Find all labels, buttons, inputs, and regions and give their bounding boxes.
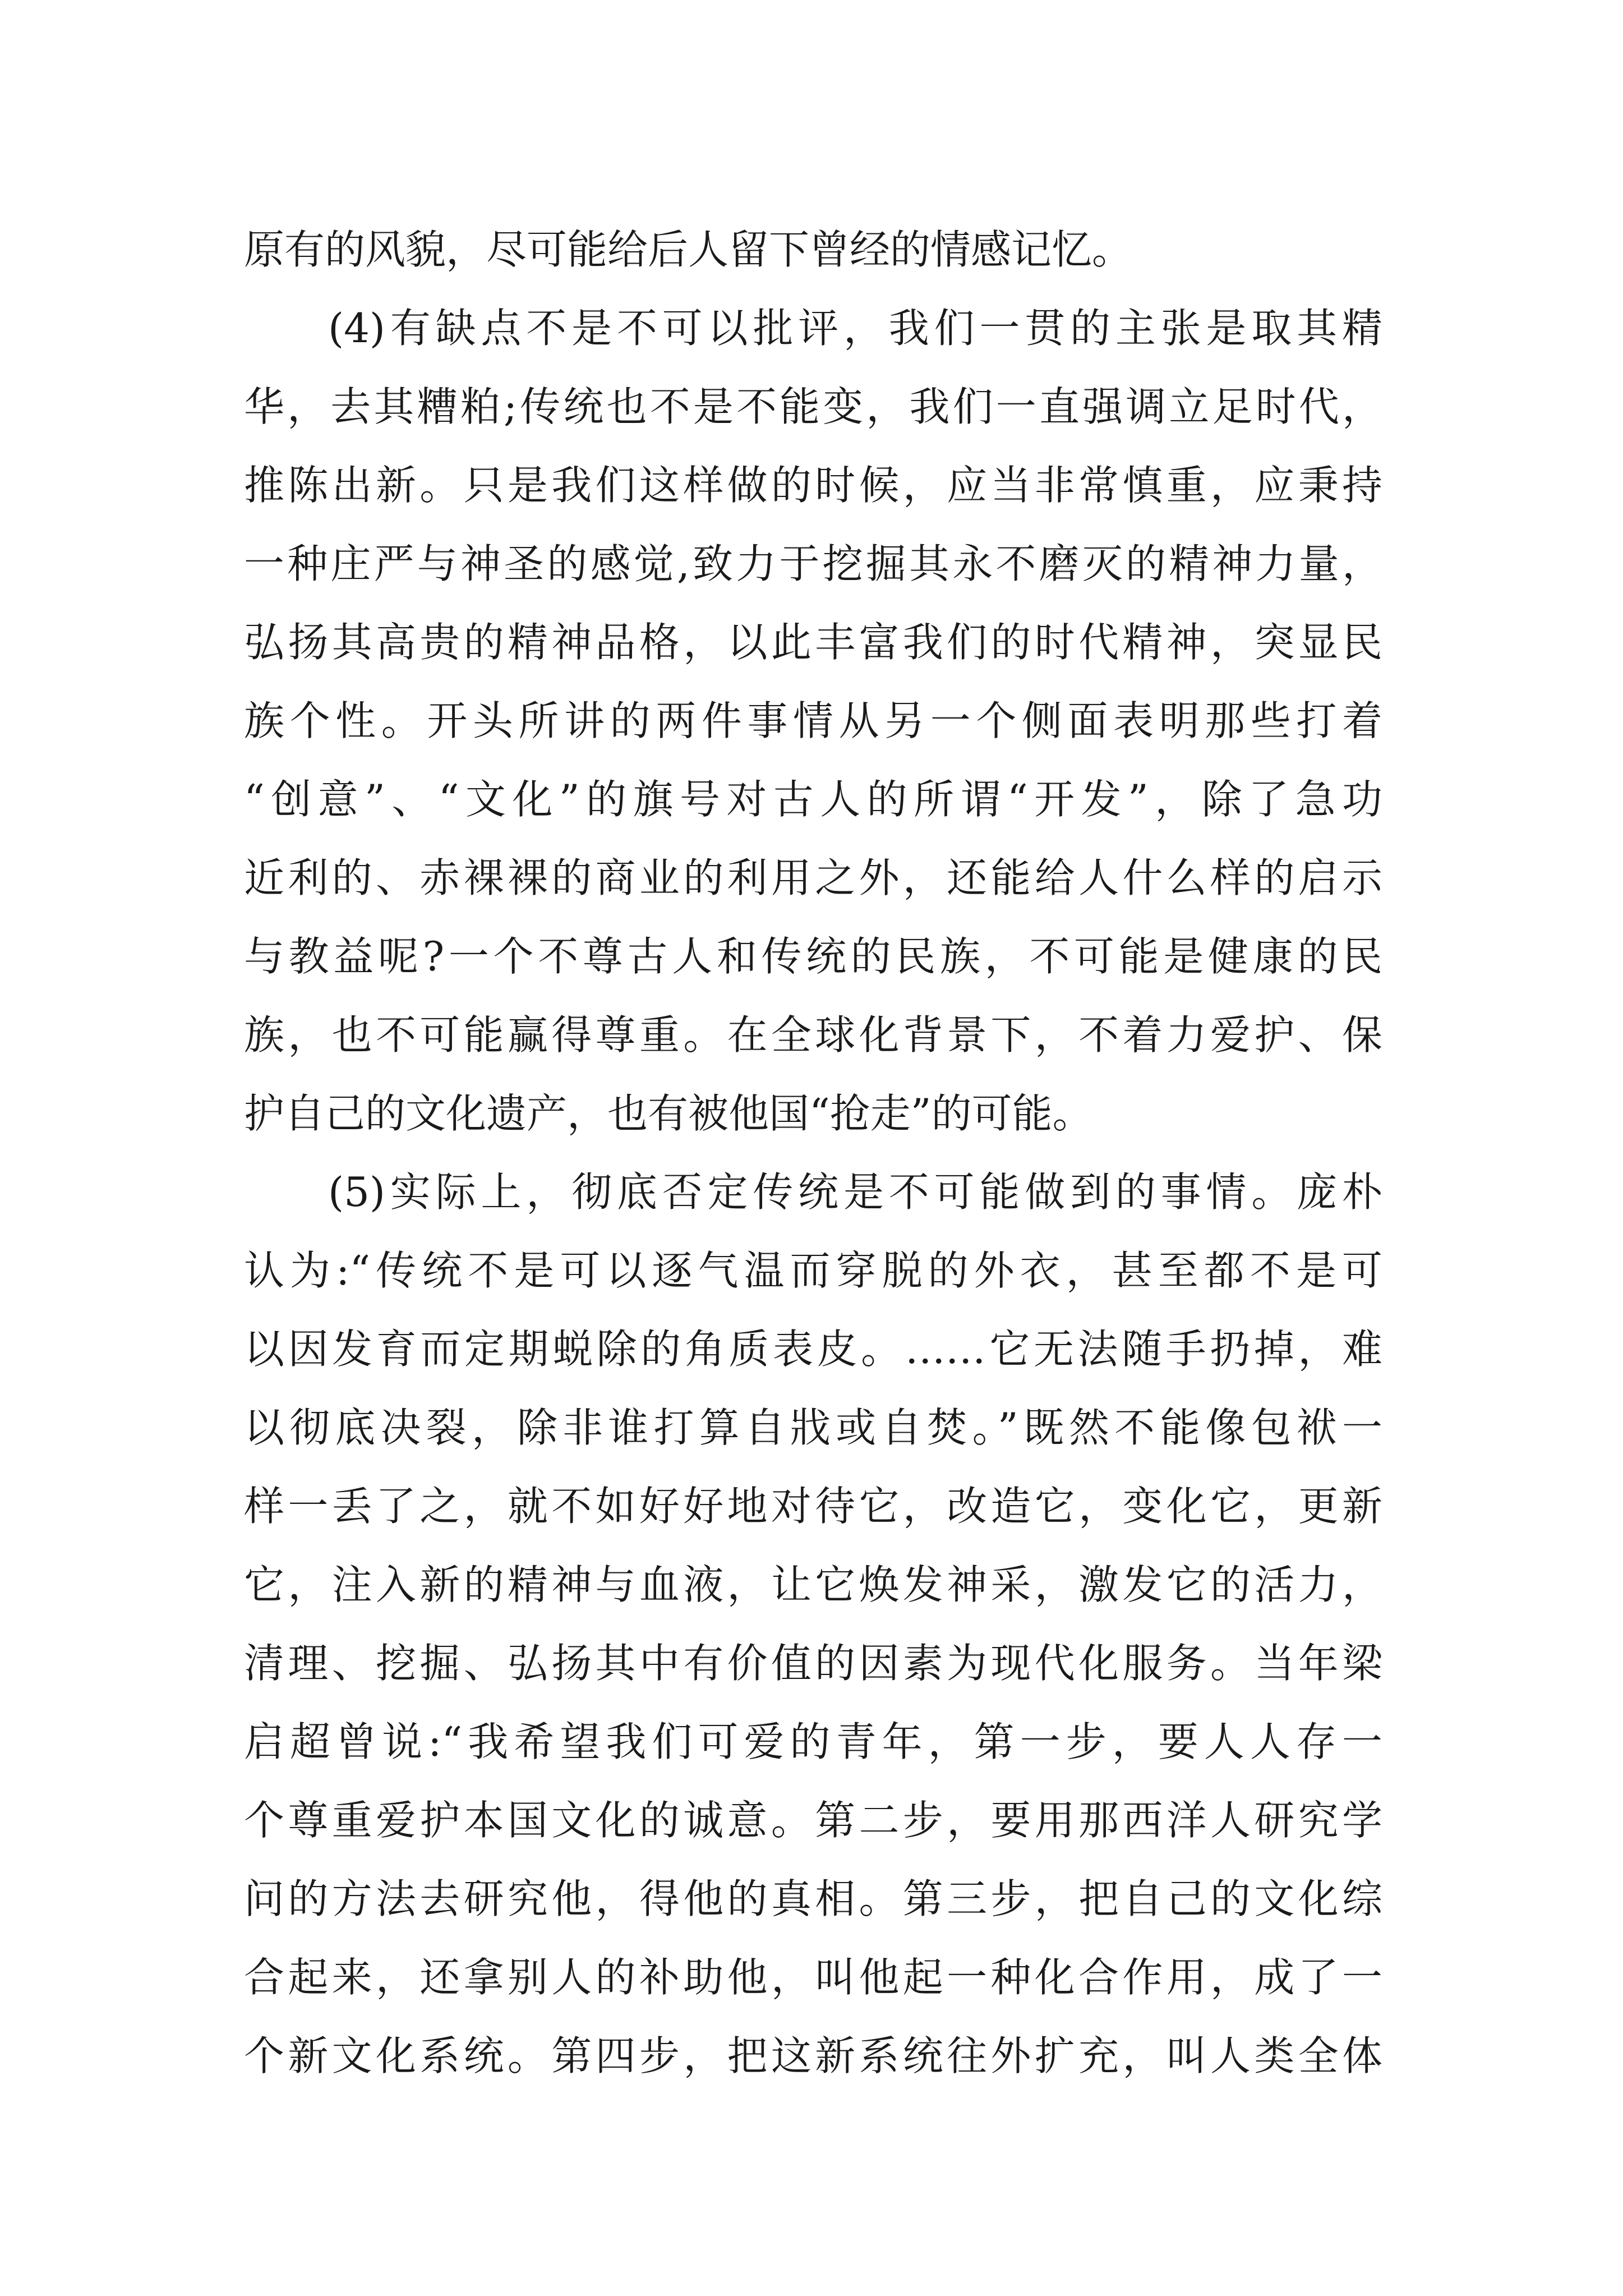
text-line: 启超曾说:“我希望我们可爱的青年，第一步，要人人存一 [244,1718,1382,1765]
text-line: 清理、挖掘、弘扬其中有价值的因素为现代化服务。当年梁 [244,1640,1382,1687]
text-line: 推陈出新。只是我们这样做的时候，应当非常慎重，应秉持 [244,462,1382,509]
text-line: 近利的、赤裸裸的商业的利用之外，还能给人什么样的启示 [244,854,1382,901]
text-line: (4)有缺点不是不可以批评，我们一贯的主张是取其精 [328,305,1382,352]
text-line: 华，去其糟粕;传统也不是不能变，我们一直强调立足时代， [244,383,1382,430]
text-line: 它，注入新的精神与血液，让它焕发神采，激发它的活力， [244,1561,1382,1608]
text-line: 样一丢了之，就不如好好地对待它，改造它，变化它，更新 [244,1483,1382,1530]
text-line: 弘扬其高贵的精神品格，以此丰富我们的时代精神，突显民 [244,619,1382,666]
text-line: 问的方法去研究他，得他的真相。第三步，把自己的文化综 [244,1875,1382,1922]
text-line: 族，也不可能赢得尊重。在全球化背景下，不着力爱护、保 [244,1011,1382,1059]
text-line: 原有的风貌，尽可能给后人留下曾经的情感记忆。 [244,226,1133,273]
text-line: 与教益呢?一个不尊古人和传统的民族，不可能是健康的民 [244,933,1382,980]
text-line: 护自己的文化遗产，也有被他国“抢走”的可能。 [244,1090,1093,1137]
text-line: 以彻底决裂，除非谁打算自戕或自焚。”既然不能像包袱一 [244,1404,1382,1451]
text-line: 族个性。开头所讲的两件事情从另一个侧面表明那些打着 [244,697,1382,744]
body-text [244,210,1382,2095]
text-line: “创意”、“文化”的旗号对古人的所谓“开发”，除了急功 [244,776,1382,823]
text-line: 一种庄严与神圣的感觉,致力于挖掘其永不磨灭的精神力量， [244,540,1382,587]
text-line: 个尊重爱护本国文化的诚意。第二步，要用那西洋人研究学 [244,1797,1382,1844]
text-line: 合起来，还拿别人的补助他，叫他起一种化合作用，成了一 [244,1954,1382,2001]
text-line: 以因发育而定期蜕除的角质表皮。……它无法随手扔掉，难 [244,1326,1382,1373]
text-line: 个新文化系统。第四步，把这新系统往外扩充，叫人类全体 [244,2032,1382,2079]
text-line: 认为:“传统不是可以逐气温而穿脱的外衣，甚至都不是可 [244,1247,1382,1294]
text-line: (5)实际上，彻底否定传统是不可能做到的事情。庞朴 [328,1168,1382,1216]
